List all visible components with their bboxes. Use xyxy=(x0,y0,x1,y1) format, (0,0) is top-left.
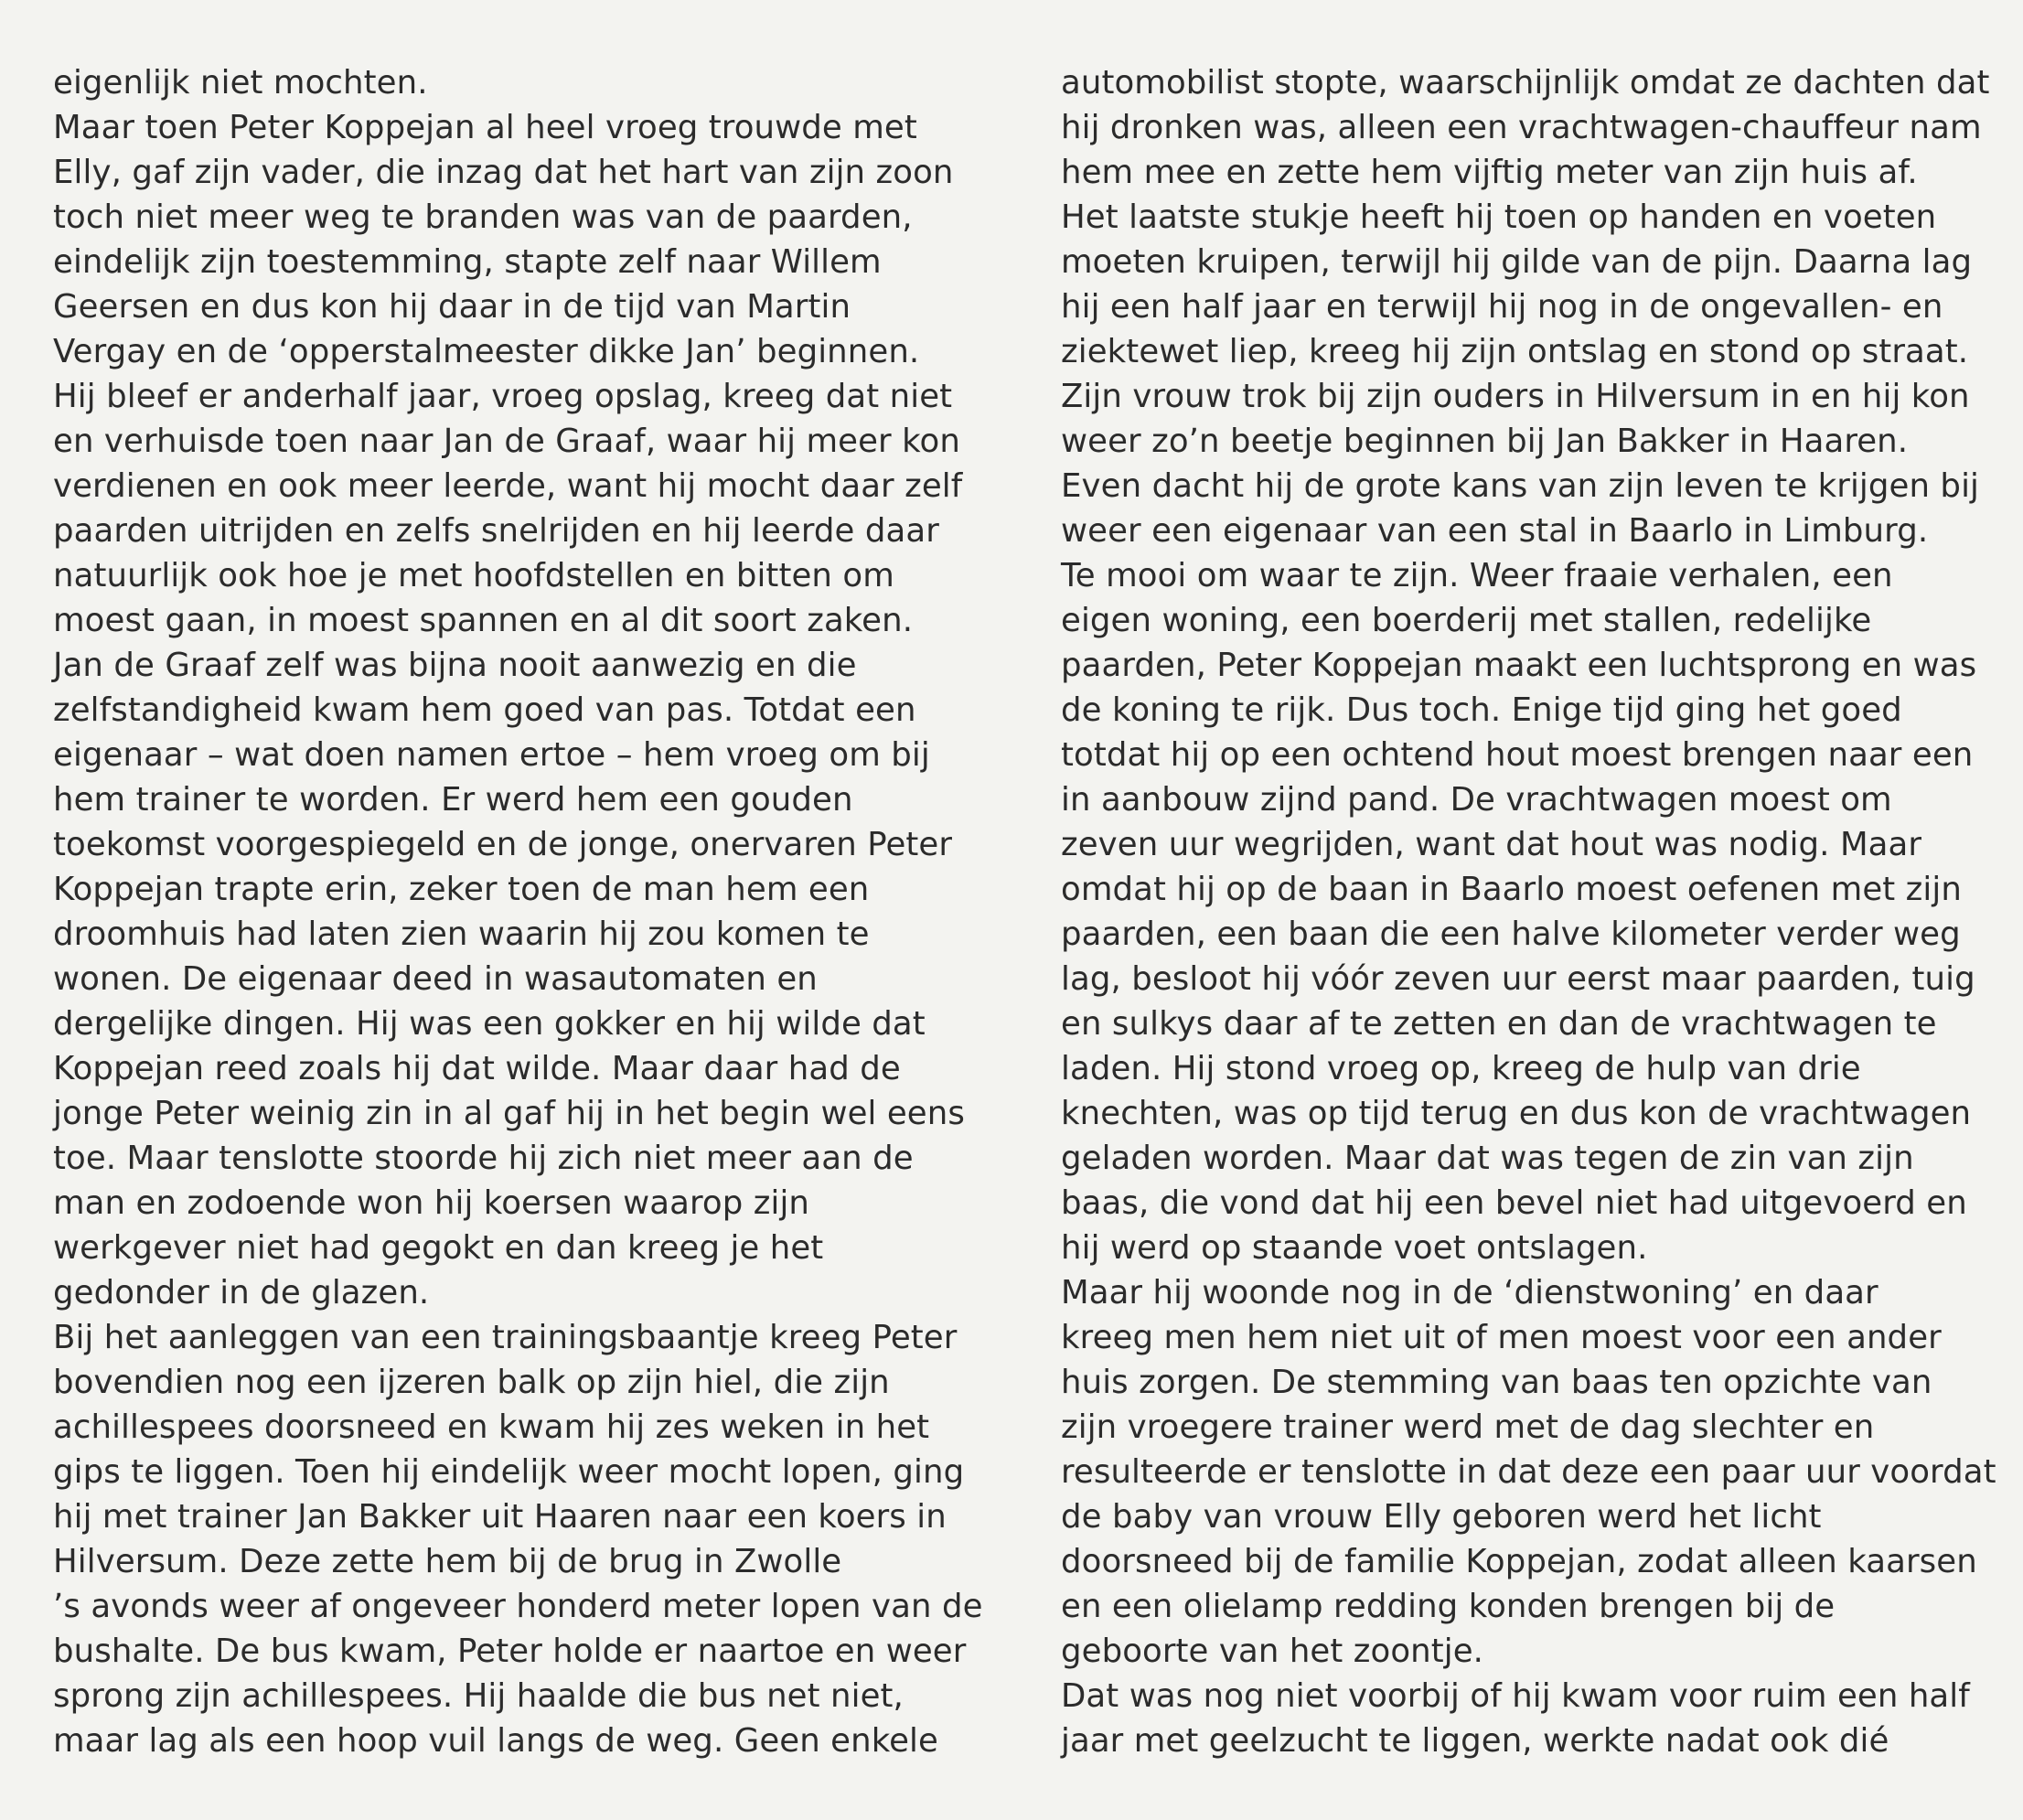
text-line: doorsneed bij de familie Koppejan, zodat alleen kaarsen xyxy=(1061,1543,1977,1580)
text-line: zeven uur wegrijden, want dat hout was nodig. Maar xyxy=(1061,826,1922,863)
text-line: Even dacht hij de grote kans van zijn leven te krijgen bij xyxy=(1061,467,1979,505)
text-line: bovendien nog een ijzeren balk op zijn hiel, die zijn xyxy=(53,1364,890,1401)
text-line: Bij het aanleggen van een trainingsbaantje kreeg Peter xyxy=(53,1319,958,1356)
text-line: hij met trainer Jan Bakker uit Haaren naar een koers in xyxy=(53,1498,947,1536)
text-line: weer een eigenaar van een stal in Baarlo in Limburg. xyxy=(1061,512,1929,550)
text-line: totdat hij op een ochtend hout moest brengen naar een xyxy=(1061,736,1974,774)
left-text-column xyxy=(53,60,1004,1763)
text-line: knechten, was op tijd terug en dus kon de vrachtwagen xyxy=(1061,1095,1972,1132)
text-line: geboorte van het zoontje. xyxy=(1061,1633,1484,1670)
text-line: ’s avonds weer af ongeveer honderd meter lopen van de xyxy=(53,1588,983,1625)
text-line: wonen. De eigenaar deed in wasautomaten en xyxy=(53,960,818,998)
text-line: geladen worden. Maar dat was tegen de zin van zijn xyxy=(1061,1140,1914,1177)
text-line: jonge Peter weinig zin in al gaf hij in het begin wel eens xyxy=(53,1095,965,1132)
text-line: Hij bleef er anderhalf jaar, vroeg opslag, kreeg dat niet xyxy=(53,378,953,415)
text-line: moeten kruipen, terwijl hij gilde van de pijn. Daarna lag xyxy=(1061,243,1973,281)
text-line: moest gaan, in moest spannen en al dit soort zaken. xyxy=(53,602,914,639)
right-text-column xyxy=(1061,60,2021,1763)
text-line: baas, die vond dat hij een bevel niet had uitgevoerd en xyxy=(1061,1184,1967,1222)
text-line: toekomst voorgespiegeld en de jonge, onervaren Peter xyxy=(53,826,953,863)
text-line: dergelijke dingen. Hij was een gokker en hij wilde dat xyxy=(53,1005,926,1043)
text-line: de baby van vrouw Elly geboren werd het licht xyxy=(1061,1498,1822,1536)
text-line: Elly, gaf zijn vader, die inzag dat het hart van zijn zoon xyxy=(53,154,954,191)
text-line: en sulkys daar af te zetten en dan de vrachtwagen te xyxy=(1061,1005,1937,1043)
text-line: eigenaar – wat doen namen ertoe – hem vroeg om bij xyxy=(53,736,930,774)
text-line: lag, besloot hij vóór zeven uur eerst maar paarden, tuig xyxy=(1061,960,1975,998)
text-line: sprong zijn achillespees. Hij haalde die bus net niet, xyxy=(53,1677,904,1715)
text-line: huis zorgen. De stemming van baas ten opzichte van xyxy=(1061,1364,1932,1401)
text-line: in aanbouw zijnd pand. De vrachtwagen moest om xyxy=(1061,781,1892,819)
text-line: kreeg men hem niet uit of men moest voor een ander xyxy=(1061,1319,1942,1356)
text-line: Jan de Graaf zelf was bijna nooit aanwezig en die xyxy=(53,647,857,684)
text-line: hij een half jaar en terwijl hij nog in de ongevallen- en xyxy=(1061,288,1943,326)
text-line: Koppejan trapte erin, zeker toen de man hem een xyxy=(53,871,870,908)
text-line: weer zo’n beetje beginnen bij Jan Bakker in Haaren. xyxy=(1061,423,1909,460)
text-line: paarden, Peter Koppejan maakt een luchtsprong en was xyxy=(1061,647,1977,684)
text-line: droomhuis had laten zien waarin hij zou komen te xyxy=(53,915,870,953)
text-line: en een olielamp redding konden brengen bij de xyxy=(1061,1588,1836,1625)
text-line: Dat was nog niet voorbij of hij kwam voor ruim een half xyxy=(1061,1677,1970,1715)
text-line: ziektewet liep, kreeg hij zijn ontslag en stond op straat. xyxy=(1061,333,1969,370)
text-line: Maar toen Peter Koppejan al heel vroeg trouwde met xyxy=(53,109,917,146)
text-line: bushalte. De bus kwam, Peter holde er naartoe en weer xyxy=(53,1633,967,1670)
text-line: eindelijk zijn toestemming, stapte zelf naar Willem xyxy=(53,243,882,281)
text-line: hem mee en zette hem vijftig meter van zijn huis af. xyxy=(1061,154,1918,191)
text-line: gips te liggen. Toen hij eindelijk weer mocht lopen, ging xyxy=(53,1453,965,1491)
text-line: omdat hij op de baan in Baarlo moest oefenen met zijn xyxy=(1061,871,1962,908)
text-line: Het laatste stukje heeft hij toen op handen en voeten xyxy=(1061,198,1937,236)
text-line: Geersen en dus kon hij daar in de tijd van Martin xyxy=(53,288,851,326)
text-line: Hilversum. Deze zette hem bij de brug in Zwolle xyxy=(53,1543,842,1580)
text-line: eigenlijk niet mochten. xyxy=(53,64,428,102)
text-line: paarden, een baan die een halve kilometer verder weg xyxy=(1061,915,1961,953)
text-line: eigen woning, een boerderij met stallen, redelijke xyxy=(1061,602,1872,639)
text-line: gedonder in de glazen. xyxy=(53,1274,430,1311)
text-line: hem trainer te worden. Er werd hem een gouden xyxy=(53,781,853,819)
text-line: achillespees doorsneed en kwam hij zes weken in het xyxy=(53,1408,930,1446)
text-line: man en zodoende won hij koersen waarop zijn xyxy=(53,1184,810,1222)
text-line: verdienen en ook meer leerde, want hij mocht daar zelf xyxy=(53,467,963,505)
text-line: automobilist stopte, waarschijnlijk omdat ze dachten dat xyxy=(1061,64,1990,102)
text-line: Te mooi om waar te zijn. Weer fraaie verhalen, een xyxy=(1061,557,1893,594)
text-line: hij werd op staande voet ontslagen. xyxy=(1061,1229,1648,1267)
text-line: jaar met geelzucht te liggen, werkte nadat ook dié xyxy=(1061,1722,1889,1760)
text-line: toe. Maar tenslotte stoorde hij zich niet meer aan de xyxy=(53,1140,914,1177)
text-line: resulteerde er tenslotte in dat deze een paar uur voordat xyxy=(1061,1453,1996,1491)
text-line: Maar hij woonde nog in de ‘dienstwoning’ en daar xyxy=(1061,1274,1878,1311)
text-line: toch niet meer weg te branden was van de paarden, xyxy=(53,198,913,236)
text-line: Koppejan reed zoals hij dat wilde. Maar daar had de xyxy=(53,1050,901,1087)
text-line: en verhuisde toen naar Jan de Graaf, waar hij meer kon xyxy=(53,423,960,460)
text-line: zelfstandigheid kwam hem goed van pas. Totdat een xyxy=(53,691,916,729)
text-line: maar lag als een hoop vuil langs de weg. Geen enkele xyxy=(53,1722,938,1760)
text-line: zijn vroegere trainer werd met de dag slechter en xyxy=(1061,1408,1875,1446)
text-line: werkgever niet had gegokt en dan kreeg je het xyxy=(53,1229,824,1267)
text-line: de koning te rijk. Dus toch. Enige tijd ging het goed xyxy=(1061,691,1902,729)
text-line: laden. Hij stond vroeg op, kreeg de hulp van drie xyxy=(1061,1050,1861,1087)
text-line: hij dronken was, alleen een vrachtwagen-chauffeur nam xyxy=(1061,109,1982,146)
text-line: Vergay en de ‘opperstalmeester dikke Jan’ beginnen. xyxy=(53,333,920,370)
text-line: Zijn vrouw trok bij zijn ouders in Hilversum in en hij kon xyxy=(1061,378,1970,415)
text-line: paarden uitrijden en zelfs snelrijden en hij leerde daar xyxy=(53,512,939,550)
text-line: natuurlijk ook hoe je met hoofdstellen en bitten om xyxy=(53,557,894,594)
